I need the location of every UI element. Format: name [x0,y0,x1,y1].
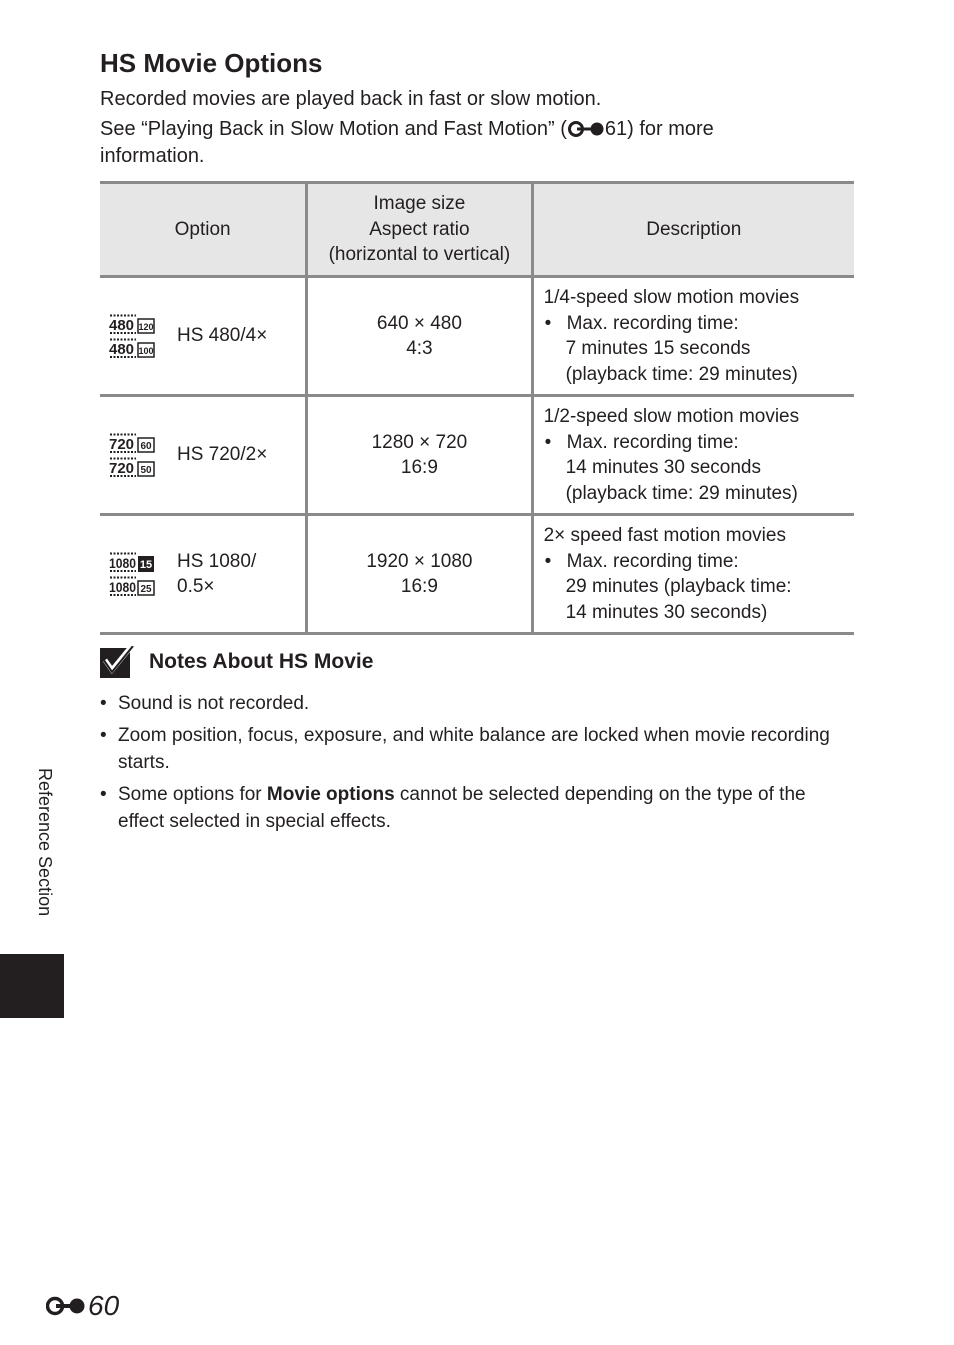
image-size: 1920 × 1080 [366,550,473,572]
hs-480-100-icon [109,338,155,358]
description-cell [532,277,854,396]
header-size-line1: Image size [373,193,466,215]
table-row [100,277,854,396]
notes-title: Notes About HS Movie [149,650,374,673]
description-line: 14 minutes 30 seconds) [565,601,768,623]
svg-text:100: 100 [138,346,154,356]
description-line: (playback time: 29 minutes) [565,482,798,504]
svg-text:480: 480 [109,341,135,358]
reference-section-icon [46,1296,86,1316]
header-image-size [307,183,532,277]
note-text: Zoom position, focus, exposure, and white balance are locked when movie recording starts. [118,725,830,773]
list-item [100,690,840,717]
option-name-line1: HS 1080/ [177,550,257,572]
option-cell [100,396,307,515]
intro-text [100,86,820,173]
page-number-text: 60 [88,1290,120,1321]
intro-ref-tail: ) for more information. [100,118,714,167]
bullet-icon: • [544,312,552,334]
svg-text:1080: 1080 [109,555,137,571]
image-size: 1280 × 720 [371,431,468,453]
description-title: 2× speed fast motion movies [543,525,786,546]
description-line: (playback time: 29 minutes) [565,363,798,385]
header-description: Description [532,183,854,277]
bullet-icon: • [544,431,552,453]
hs-480-120-icon [109,314,155,334]
description-title: 1/2-speed slow motion movies [543,406,800,427]
description-bullet: Max. recording time: [566,312,739,334]
description-line: 14 minutes 30 seconds [565,457,761,478]
page-number [46,1290,119,1322]
option-name-line2: 0.5× [177,576,215,597]
svg-text:120: 120 [138,322,154,332]
table-row [100,515,854,634]
option-cell [100,277,307,396]
description-bullet: Max. recording time: [566,550,739,572]
checkmark-icon [100,646,134,678]
option-name: HS 480/4× [177,325,268,347]
bullet-icon: • [100,693,107,714]
hs-1080-25-icon [109,576,155,596]
bullet-icon: • [100,784,107,805]
option-name [177,549,256,600]
list-item [100,722,840,776]
aspect-ratio: 16:9 [400,457,438,478]
reference-section-icon [568,121,604,137]
description-title: 1/4-speed slow motion movies [543,287,800,308]
notes-list [100,690,840,840]
note-text: Sound is not recorded. [118,693,310,714]
hs-720-60-icon [109,433,155,453]
size-cell [307,515,532,634]
image-size: 640 × 480 [376,312,462,334]
side-section-label: Reference Section [35,768,55,917]
description-line: 29 minutes (playback time: [565,576,792,597]
aspect-ratio: 4:3 [406,338,433,359]
svg-text:1080: 1080 [109,579,137,595]
svg-text:50: 50 [140,465,152,476]
note-text-part: Some options for [118,784,267,805]
svg-text:480: 480 [109,317,135,334]
svg-text:720: 720 [109,436,135,453]
note-text [118,781,840,835]
header-option: Option [100,183,307,277]
size-cell [307,277,532,396]
bullet-icon: • [100,725,107,746]
hs-1080-15-icon [109,552,155,572]
note-text-part: cannot be selected depending on the type of the effect selected in special effects. [118,784,806,832]
aspect-ratio: 16:9 [400,576,438,597]
note-bold-term: Movie options [266,784,395,805]
list-item [100,781,840,835]
svg-text:720: 720 [109,460,135,477]
hs-720-50-icon [109,457,155,477]
option-cell [100,515,307,634]
description-cell [532,515,854,634]
page-title: HS Movie Options [100,48,323,78]
svg-text:60: 60 [140,441,152,452]
table-row [100,396,854,515]
size-cell [307,396,532,515]
bullet-icon: • [544,550,552,572]
svg-text:25: 25 [140,584,152,595]
header-size-line2: Aspect ratio [369,218,470,240]
hs-movie-options-table [100,181,854,635]
side-section-tab [0,954,64,1018]
table-header-row [100,183,854,277]
description-line: 7 minutes 15 seconds [565,338,751,359]
intro-line-2 [100,116,820,170]
option-name: HS 720/2× [177,444,268,466]
svg-text:15: 15 [139,559,153,571]
intro-ref-page[interactable]: 61 [604,118,628,140]
description-cell [532,396,854,515]
description-bullet: Max. recording time: [566,431,739,453]
header-size-line3: (horizontal to vertical) [328,244,511,266]
intro-line-1: Recorded movies are played back in fast or slow motion. [100,88,602,110]
notes-header [100,646,373,678]
intro-ref-text: See “Playing Back in Slow Motion and Fast Motion” ( [100,118,567,140]
